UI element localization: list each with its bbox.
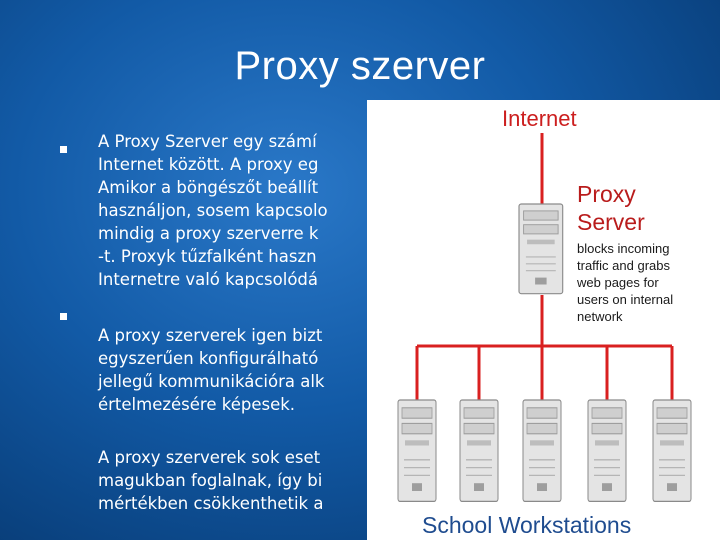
proxy-network-diagram [367,100,720,540]
text-line: Internetre való kapcsolódá [98,270,319,289]
text-line: használjon, sosem kapcsolo [98,201,328,220]
text-line: Internet között. A proxy eg [98,155,319,174]
text-line: A Proxy Szerver egy számí [98,132,317,151]
text-line: Amikor a böngészőt beállít [98,178,319,197]
proxy-label-line: Proxy [577,181,636,207]
slide-title: Proxy szerver [234,44,486,88]
text-line: A proxy szerverek sok eset [98,448,321,467]
text-line: magukban foglalnak, így bi [98,471,323,490]
text-line: mértékben csökkenthetik a [98,494,324,513]
bullet-marker [60,146,67,153]
workstation-icon [523,400,561,501]
text-line: -t. Proxyk tűzfalként haszn [98,247,317,266]
text-line: mindig a proxy szerverre k [98,224,319,243]
workstation-icon [588,400,626,501]
proxy-server-label [577,180,645,236]
workstation-icon [460,400,498,501]
school-workstations-label: School Workstations [422,512,632,538]
bullet-marker [60,313,67,320]
proxy-server-icon [519,204,563,294]
internet-label: Internet [502,106,577,131]
text-line: egyszerűen konfigurálható [98,349,319,368]
description-line: users on internal [577,292,674,307]
text-line: jellegű kommunikációra alk [98,372,325,391]
text-line: értelmezésére képesek. [98,395,296,414]
description-line: network [577,309,623,324]
workstation-icon [653,400,691,501]
proxy-label-line: Server [577,209,645,235]
description-line: web pages for [577,275,659,290]
proxy-description [577,240,673,325]
description-line: blocks incoming [577,241,670,256]
workstation-icon [398,400,436,501]
description-line: traffic and grabs [577,258,670,273]
text-line: A proxy szerverek igen bizt [98,326,323,345]
